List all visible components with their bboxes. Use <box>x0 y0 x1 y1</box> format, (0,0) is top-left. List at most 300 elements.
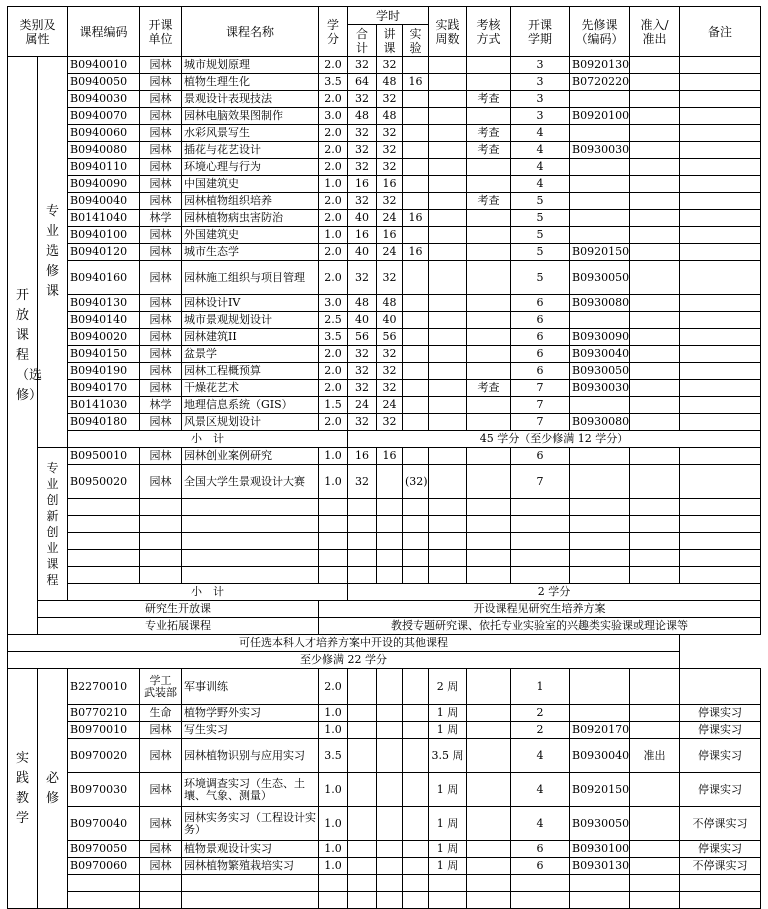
course-access <box>630 414 680 431</box>
blank-cell <box>680 499 761 516</box>
elective-subtotal-row <box>8 431 761 448</box>
course-unit: 园林 <box>140 125 182 142</box>
group-practice <box>8 669 38 909</box>
course-lecture-hours: 32 <box>377 363 403 380</box>
course-access <box>630 465 680 499</box>
course-remark <box>680 312 761 329</box>
group-required-label: 必修 <box>46 770 60 806</box>
header-total: 合 计 <box>348 25 377 57</box>
course-name: 景观设计表现技法 <box>182 91 319 108</box>
table-row <box>8 91 761 108</box>
header-category: 类别及 属性 <box>8 7 68 57</box>
course-total-hours: 16 <box>348 227 377 244</box>
course-lecture-hours: 48 <box>377 108 403 125</box>
table-row <box>8 397 761 414</box>
group-innovation-label: 专业创新创业课程 <box>46 461 59 587</box>
course-exam <box>467 210 511 227</box>
course-name: 外国建筑史 <box>182 227 319 244</box>
course-access <box>630 346 680 363</box>
group-required <box>38 669 68 909</box>
course-credit: 1.0 <box>319 448 348 465</box>
course-lab-hours <box>403 841 429 858</box>
other-courses-row <box>8 635 761 652</box>
blank-cell <box>570 499 630 516</box>
course-code: B0940160 <box>68 261 140 295</box>
course-code: B0950020 <box>68 465 140 499</box>
course-name: 环境心理与行为 <box>182 159 319 176</box>
header-name: 课程名称 <box>182 7 319 57</box>
course-lecture-hours: 32 <box>377 159 403 176</box>
course-semester: 5 <box>511 261 570 295</box>
innovation-subtotal-label: 小 计 <box>68 584 348 601</box>
course-exam <box>467 346 511 363</box>
course-remark: 不停课实习 <box>680 807 761 841</box>
course-remark <box>680 91 761 108</box>
course-prereq <box>570 193 630 210</box>
course-name: 水彩风景写生 <box>182 125 319 142</box>
blank-cell <box>680 875 761 892</box>
course-access <box>630 57 680 74</box>
course-access <box>630 807 680 841</box>
blank-cell <box>630 567 680 584</box>
course-practice-weeks <box>429 125 467 142</box>
course-exam <box>467 57 511 74</box>
course-practice-weeks <box>429 363 467 380</box>
course-practice-weeks: 2 周 <box>429 669 467 705</box>
course-practice-weeks <box>429 397 467 414</box>
course-lecture-hours: 48 <box>377 74 403 91</box>
blank-cell <box>467 533 511 550</box>
course-semester: 5 <box>511 210 570 227</box>
course-access <box>630 295 680 312</box>
course-name: 园林实务实习（工程设计实务） <box>182 807 319 841</box>
course-code: B0940130 <box>68 295 140 312</box>
course-lecture-hours: 24 <box>377 210 403 227</box>
course-lab-hours: 16 <box>403 210 429 227</box>
table-row <box>8 465 761 499</box>
blank-cell <box>403 550 429 567</box>
course-name: 园林植物识别与应用实习 <box>182 739 319 773</box>
table-row <box>8 329 761 346</box>
course-semester: 6 <box>511 346 570 363</box>
course-remark: 停课实习 <box>680 739 761 773</box>
course-code: B0940090 <box>68 176 140 193</box>
course-credit: 2.0 <box>319 57 348 74</box>
course-name: 园林植物繁殖栽培实习 <box>182 858 319 875</box>
course-exam <box>467 261 511 295</box>
course-access <box>630 669 680 705</box>
course-practice-weeks <box>429 295 467 312</box>
course-remark <box>680 465 761 499</box>
extension-course-label: 专业拓展课程 <box>38 618 319 635</box>
blank-cell <box>377 533 403 550</box>
course-exam <box>467 159 511 176</box>
course-lab-hours <box>403 227 429 244</box>
course-code: B0141040 <box>68 210 140 227</box>
course-access: 准出 <box>630 739 680 773</box>
table-row <box>8 414 761 431</box>
course-unit: 园林 <box>140 722 182 739</box>
course-remark: 停课实习 <box>680 722 761 739</box>
course-credit: 3.5 <box>319 739 348 773</box>
course-practice-weeks <box>429 176 467 193</box>
course-exam: 考查 <box>467 193 511 210</box>
course-lab-hours <box>403 807 429 841</box>
course-semester: 2 <box>511 705 570 722</box>
course-semester: 3 <box>511 91 570 108</box>
course-name: 植物景观设计实习 <box>182 841 319 858</box>
course-credit: 1.0 <box>319 705 348 722</box>
course-lecture-hours: 16 <box>377 227 403 244</box>
course-semester: 4 <box>511 159 570 176</box>
blank-cell <box>403 516 429 533</box>
course-name: 植物生理生化 <box>182 74 319 91</box>
header-hours: 学时 <box>348 7 429 25</box>
course-semester: 3 <box>511 74 570 91</box>
course-practice-weeks <box>429 142 467 159</box>
minimum-credit-row <box>8 652 761 669</box>
course-unit: 园林 <box>140 312 182 329</box>
course-lecture-hours: 32 <box>377 193 403 210</box>
course-prereq: B0930030 <box>570 380 630 397</box>
course-unit: 园林 <box>140 380 182 397</box>
course-prereq: B0920100 <box>570 108 630 125</box>
course-semester: 4 <box>511 176 570 193</box>
course-lab-hours <box>403 773 429 807</box>
course-unit: 园林 <box>140 329 182 346</box>
course-practice-weeks <box>429 448 467 465</box>
blank-cell <box>467 567 511 584</box>
course-total-hours <box>348 807 377 841</box>
course-code: B0940140 <box>68 312 140 329</box>
course-lecture-hours: 32 <box>377 125 403 142</box>
blank-cell <box>467 516 511 533</box>
course-practice-weeks: 1 周 <box>429 722 467 739</box>
group-practice-label: 实践教学 <box>16 750 30 826</box>
course-total-hours: 48 <box>348 108 377 125</box>
course-access <box>630 312 680 329</box>
course-unit: 生命 <box>140 705 182 722</box>
course-lab-hours <box>403 261 429 295</box>
course-remark <box>680 227 761 244</box>
course-remark <box>680 380 761 397</box>
blank-row <box>8 567 761 584</box>
course-unit: 园林 <box>140 414 182 431</box>
header-semester: 开课 学期 <box>511 7 570 57</box>
table-row <box>8 108 761 125</box>
table-row <box>8 176 761 193</box>
elective-subtotal-value: 45 学分（至少修满 12 学分） <box>348 431 761 448</box>
table-row <box>8 773 761 807</box>
course-exam <box>467 329 511 346</box>
course-name: 植物学野外实习 <box>182 705 319 722</box>
course-name: 军事训练 <box>182 669 319 705</box>
table-row <box>8 74 761 91</box>
blank-cell <box>377 892 403 909</box>
course-access <box>630 125 680 142</box>
blank-cell <box>570 533 630 550</box>
blank-cell <box>140 567 182 584</box>
course-lecture-hours: 48 <box>377 295 403 312</box>
blank-cell <box>319 567 348 584</box>
course-unit: 园林 <box>140 57 182 74</box>
course-access <box>630 448 680 465</box>
course-code: B0970010 <box>68 722 140 739</box>
blank-cell <box>182 892 319 909</box>
blank-cell <box>511 516 570 533</box>
course-code: B0940040 <box>68 193 140 210</box>
course-code: B0940110 <box>68 159 140 176</box>
blank-cell <box>348 516 377 533</box>
course-name: 城市规划原理 <box>182 57 319 74</box>
course-lecture-hours: 32 <box>377 91 403 108</box>
course-exam <box>467 244 511 261</box>
course-credit: 1.5 <box>319 397 348 414</box>
course-total-hours: 48 <box>348 295 377 312</box>
course-code: B2270010 <box>68 669 140 705</box>
blank-cell <box>319 533 348 550</box>
blank-cell <box>511 892 570 909</box>
minimum-credit-note: 至少修满 22 学分 <box>8 652 680 669</box>
course-remark <box>680 363 761 380</box>
course-lecture-hours: 32 <box>377 57 403 74</box>
course-semester: 5 <box>511 227 570 244</box>
blank-cell <box>377 516 403 533</box>
course-exam <box>467 74 511 91</box>
blank-cell <box>140 499 182 516</box>
blank-cell <box>403 892 429 909</box>
course-credit: 2.0 <box>319 380 348 397</box>
course-name: 环境调查实习（生态、土壤、气象、测量） <box>182 773 319 807</box>
course-prereq <box>570 465 630 499</box>
course-total-hours: 32 <box>348 91 377 108</box>
course-lecture-hours <box>377 841 403 858</box>
course-credit: 3.0 <box>319 108 348 125</box>
course-prereq <box>570 227 630 244</box>
header-code: 课程编码 <box>68 7 140 57</box>
blank-row <box>8 550 761 567</box>
course-lab-hours <box>403 125 429 142</box>
course-credit: 3.0 <box>319 295 348 312</box>
course-credit: 2.0 <box>319 669 348 705</box>
blank-cell <box>570 516 630 533</box>
blank-cell <box>429 550 467 567</box>
blank-row <box>8 533 761 550</box>
other-courses-note: 可任选本科人才培养方案中开设的其他课程 <box>8 635 680 652</box>
course-practice-weeks <box>429 91 467 108</box>
course-credit: 2.0 <box>319 142 348 159</box>
course-name: 地理信息系统（GIS） <box>182 397 319 414</box>
course-remark <box>680 142 761 159</box>
course-lecture-hours: 56 <box>377 329 403 346</box>
course-total-hours: 32 <box>348 346 377 363</box>
course-prereq <box>570 159 630 176</box>
blank-cell <box>630 875 680 892</box>
course-name: 盆景学 <box>182 346 319 363</box>
course-total-hours: 40 <box>348 244 377 261</box>
course-code: B0141030 <box>68 397 140 414</box>
course-credit: 2.0 <box>319 91 348 108</box>
blank-cell <box>680 567 761 584</box>
course-lab-hours <box>403 108 429 125</box>
blank-cell <box>467 875 511 892</box>
course-remark <box>680 193 761 210</box>
course-lab-hours <box>403 329 429 346</box>
course-unit: 学工 武装部 <box>140 669 182 705</box>
course-practice-weeks <box>429 210 467 227</box>
course-semester: 7 <box>511 465 570 499</box>
course-code: B0970030 <box>68 773 140 807</box>
course-access <box>630 91 680 108</box>
course-total-hours: 32 <box>348 159 377 176</box>
course-practice-weeks <box>429 108 467 125</box>
table-row <box>8 705 761 722</box>
course-exam: 考查 <box>467 380 511 397</box>
table-row <box>8 448 761 465</box>
course-access <box>630 108 680 125</box>
course-credit: 1.0 <box>319 465 348 499</box>
course-exam <box>467 669 511 705</box>
blank-cell <box>182 499 319 516</box>
group-elective-label: 专业选修课 <box>46 204 60 299</box>
grad-open-value: 开设课程见研究生培养方案 <box>319 601 761 618</box>
blank-cell <box>348 567 377 584</box>
course-prereq <box>570 448 630 465</box>
blank-cell <box>348 892 377 909</box>
course-total-hours: 24 <box>348 397 377 414</box>
blank-row <box>8 499 761 516</box>
course-unit: 园林 <box>140 261 182 295</box>
blank-cell <box>403 875 429 892</box>
course-prereq: B0930050 <box>570 807 630 841</box>
course-exam <box>467 176 511 193</box>
course-semester: 4 <box>511 739 570 773</box>
course-remark <box>680 159 761 176</box>
course-access <box>630 244 680 261</box>
course-total-hours: 32 <box>348 57 377 74</box>
course-lab-hours <box>403 91 429 108</box>
blank-cell <box>140 892 182 909</box>
table-row <box>8 142 761 159</box>
course-code: B0950010 <box>68 448 140 465</box>
course-semester: 6 <box>511 841 570 858</box>
blank-cell <box>467 550 511 567</box>
course-semester: 4 <box>511 142 570 159</box>
course-access <box>630 261 680 295</box>
table-row <box>8 841 761 858</box>
course-semester: 4 <box>511 773 570 807</box>
blank-cell <box>68 499 140 516</box>
blank-cell <box>403 499 429 516</box>
course-practice-weeks <box>429 329 467 346</box>
course-prereq <box>570 210 630 227</box>
course-prereq: B0930130 <box>570 858 630 875</box>
course-lab-hours: 16 <box>403 244 429 261</box>
table-row <box>8 346 761 363</box>
course-remark <box>680 210 761 227</box>
course-access <box>630 397 680 414</box>
course-exam <box>467 227 511 244</box>
course-lecture-hours: 24 <box>377 244 403 261</box>
course-prereq: B0930030 <box>570 142 630 159</box>
course-credit: 2.0 <box>319 193 348 210</box>
course-name: 园林设计IV <box>182 295 319 312</box>
course-name: 城市生态学 <box>182 244 319 261</box>
table-row <box>8 244 761 261</box>
course-prereq <box>570 312 630 329</box>
table-row <box>8 312 761 329</box>
course-unit: 园林 <box>140 346 182 363</box>
course-lecture-hours: 32 <box>377 380 403 397</box>
course-practice-weeks: 1 周 <box>429 807 467 841</box>
course-semester: 6 <box>511 329 570 346</box>
blank-cell <box>630 499 680 516</box>
course-name: 插花与花艺设计 <box>182 142 319 159</box>
table-row <box>8 739 761 773</box>
course-code: B0970060 <box>68 858 140 875</box>
course-name: 园林电脑效果图制作 <box>182 108 319 125</box>
course-exam <box>467 722 511 739</box>
header-access: 准入/ 准出 <box>630 7 680 57</box>
course-unit: 园林 <box>140 142 182 159</box>
course-semester: 7 <box>511 397 570 414</box>
blank-cell <box>68 516 140 533</box>
course-lecture-hours <box>377 669 403 705</box>
blank-cell <box>630 516 680 533</box>
course-name: 园林工程概预算 <box>182 363 319 380</box>
course-total-hours: 16 <box>348 176 377 193</box>
table-row <box>8 722 761 739</box>
course-lab-hours: 16 <box>403 74 429 91</box>
course-semester: 4 <box>511 807 570 841</box>
course-total-hours <box>348 773 377 807</box>
course-remark <box>680 176 761 193</box>
course-unit: 园林 <box>140 448 182 465</box>
course-practice-weeks <box>429 244 467 261</box>
course-access <box>630 858 680 875</box>
curriculum-table <box>7 6 761 909</box>
course-practice-weeks: 1 周 <box>429 705 467 722</box>
course-code: B0970050 <box>68 841 140 858</box>
header-exam: 考核 方式 <box>467 7 511 57</box>
blank-cell <box>377 567 403 584</box>
blank-cell <box>630 892 680 909</box>
blank-cell <box>511 499 570 516</box>
course-code: B0940050 <box>68 74 140 91</box>
course-prereq: B0930040 <box>570 346 630 363</box>
course-total-hours: 32 <box>348 465 377 499</box>
course-lab-hours <box>403 397 429 414</box>
course-prereq: B0920150 <box>570 773 630 807</box>
course-code: B0940180 <box>68 414 140 431</box>
course-remark: 停课实习 <box>680 841 761 858</box>
blank-cell <box>630 533 680 550</box>
course-remark <box>680 261 761 295</box>
course-lecture-hours <box>377 858 403 875</box>
course-prereq <box>570 669 630 705</box>
course-credit: 2.0 <box>319 363 348 380</box>
course-practice-weeks <box>429 414 467 431</box>
course-prereq: B0930050 <box>570 363 630 380</box>
course-name: 园林植物病虫害防治 <box>182 210 319 227</box>
course-unit: 园林 <box>140 295 182 312</box>
course-code: B0940030 <box>68 91 140 108</box>
blank-row <box>8 516 761 533</box>
innovation-subtotal-value: 2 学分 <box>348 584 761 601</box>
blank-cell <box>680 892 761 909</box>
blank-cell <box>570 550 630 567</box>
course-access <box>630 142 680 159</box>
